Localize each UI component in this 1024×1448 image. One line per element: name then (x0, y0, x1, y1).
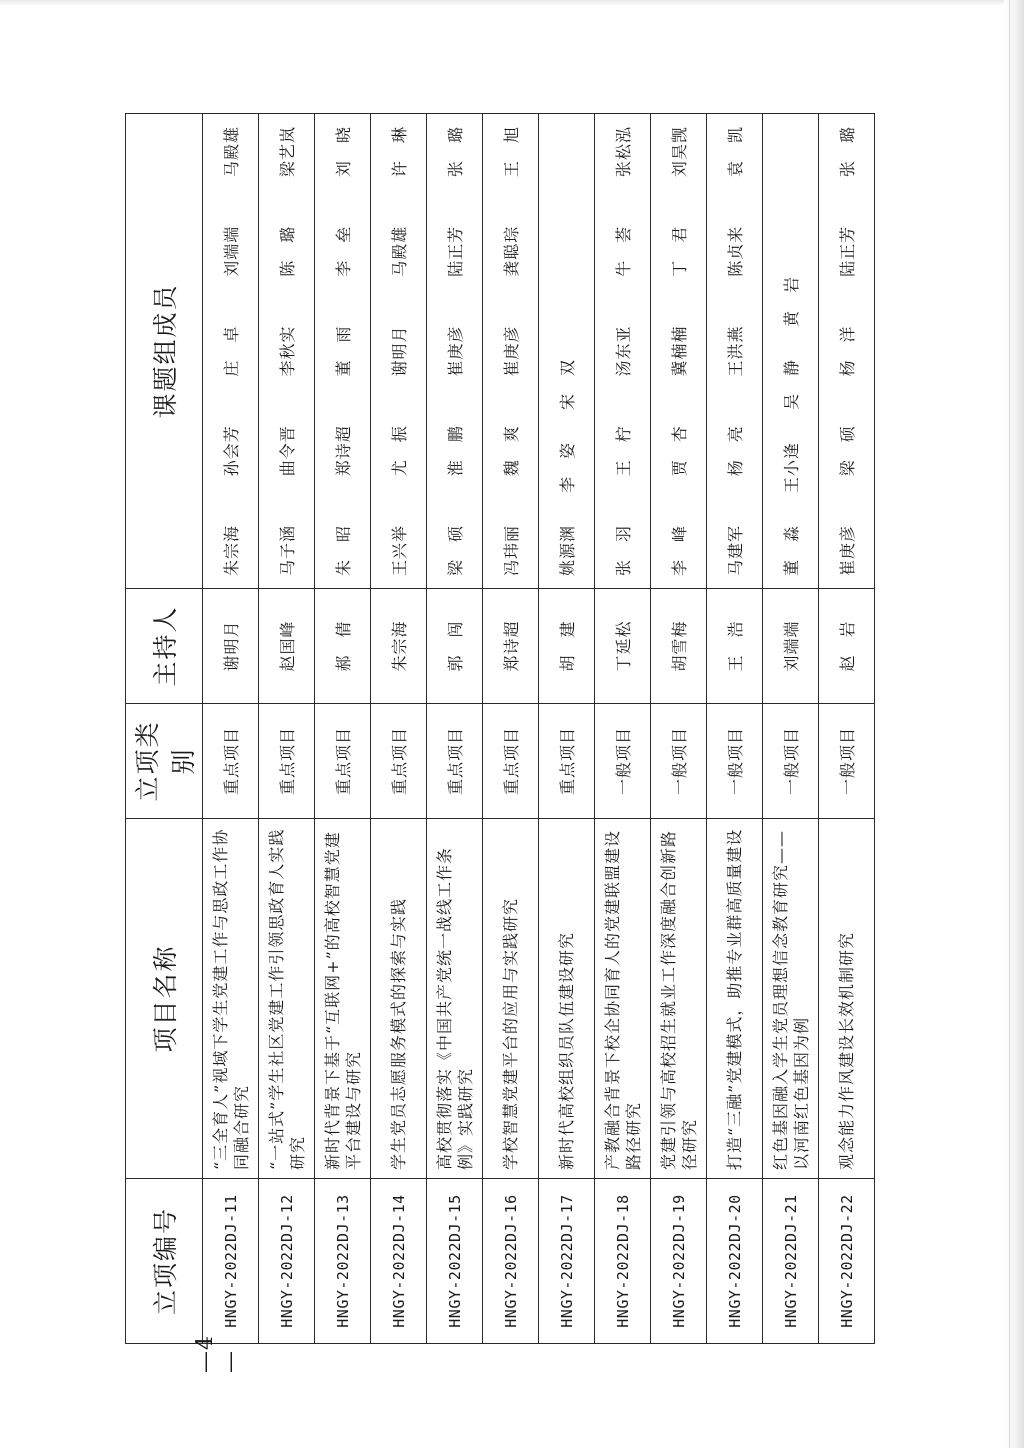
project-type-cell: 一般项目 (819, 704, 875, 819)
project-type-cell: 重点项目 (203, 704, 259, 819)
member-name: 淮 鹏 (446, 425, 465, 477)
table-row (483, 114, 539, 1344)
project-type-cell: 一般项目 (763, 704, 819, 819)
project-code-cell: HNGY-2022DJ-16 (483, 1179, 539, 1344)
project-name-cell: 新时代背景下基于“互联网+”的高校智慧党建平台建设与研究 (315, 819, 371, 1179)
project-name-cell: “一站式”学生社区党建工作引领思政育人实践研究 (259, 819, 315, 1179)
member-name: 李 垒 (334, 225, 353, 277)
project-members-cell (427, 114, 483, 589)
project-host-cell: 王 浩 (707, 589, 763, 704)
project-code-cell: HNGY-2022DJ-17 (539, 1179, 595, 1344)
project-name-cell: 学生党员志愿服务模式的探索与实践 (371, 819, 427, 1179)
member-name: 崔庚彦 (502, 325, 521, 377)
project-members-cell (315, 114, 371, 589)
member-name: 王小逢 (782, 441, 801, 493)
member-name: 王 旭 (502, 126, 521, 178)
member-name: 陈 璐 (278, 225, 297, 277)
member-name: 黄 岩 (782, 275, 801, 327)
member-name: 刘 晓 (334, 126, 353, 178)
member-name: 董 雨 (334, 325, 353, 377)
member-name: 陆正芳 (838, 225, 857, 277)
member-name: 马殿雄 (222, 126, 241, 178)
member-name: 姚源渊 (558, 524, 577, 576)
project-name-cell: 高校贯彻落实《中国共产党统一战线工作条例》实践研究 (427, 819, 483, 1179)
members-list (723, 122, 746, 580)
member-name: 张 璐 (446, 126, 465, 178)
project-host-cell: 朱宗海 (371, 589, 427, 704)
project-type-cell: 重点项目 (483, 704, 539, 819)
table-row (203, 114, 259, 1344)
project-host-cell: 郑诗超 (483, 589, 539, 704)
project-members-cell (595, 114, 651, 589)
member-name: 王兴举 (390, 524, 409, 576)
member-name: 梁 硕 (838, 425, 857, 477)
member-name: 张 璐 (838, 126, 857, 178)
scan-line-right (1009, 0, 1010, 1448)
project-members-cell (203, 114, 259, 589)
header-code: 立项编号 (126, 1179, 203, 1344)
project-type-cell: 一般项目 (595, 704, 651, 819)
member-name: 牛 荟 (614, 225, 633, 277)
header-type: 立项类别 (126, 704, 203, 819)
member-name: 冯玮丽 (502, 524, 521, 576)
members-list (555, 122, 578, 580)
table-row (651, 114, 707, 1344)
member-name: 李秋实 (278, 325, 297, 377)
member-name: 马殿雄 (390, 225, 409, 277)
member-name: 崔庚彦 (446, 325, 465, 377)
member-name: 谢明月 (390, 325, 409, 377)
member-name: 杨 亮 (726, 425, 745, 477)
members-list (835, 122, 858, 580)
table-row (259, 114, 315, 1344)
project-type-cell: 一般项目 (651, 704, 707, 819)
member-name: 龚聪琮 (502, 225, 521, 277)
project-code-cell: HNGY-2022DJ-14 (371, 1179, 427, 1344)
project-name-cell: 观念能力作风建设长效机制研究 (819, 819, 875, 1179)
member-name: 曲令晋 (278, 425, 297, 477)
member-name: 陈贞来 (726, 225, 745, 277)
member-name: 陆正芳 (446, 225, 465, 277)
table-row (707, 114, 763, 1344)
member-name: 魏 爽 (502, 425, 521, 477)
member-name: 王洪燕 (726, 325, 745, 377)
member-name: 贾 杏 (670, 425, 689, 477)
member-name: 朱宗海 (222, 524, 241, 576)
project-code-cell: HNGY-2022DJ-13 (315, 1179, 371, 1344)
member-name: 董 淼 (782, 524, 801, 576)
member-name: 梁艺岚 (278, 126, 297, 178)
project-members-cell (707, 114, 763, 589)
member-name: 梁 硕 (446, 524, 465, 576)
members-list (779, 122, 802, 580)
members-list (331, 122, 354, 580)
project-host-cell: 郭 闯 (427, 589, 483, 704)
header-name: 项目名称 (126, 819, 203, 1179)
project-name-cell: “三全育人”视域下学生党建工作与思政工作协同融合研究 (203, 819, 259, 1179)
project-table (125, 113, 875, 1344)
member-name: 马建军 (726, 524, 745, 576)
table-body (203, 114, 875, 1344)
member-name: 郑诗超 (334, 425, 353, 477)
project-members-cell (483, 114, 539, 589)
project-members-cell (371, 114, 427, 589)
members-list (499, 122, 522, 580)
member-name: 刘昊觊 (670, 126, 689, 178)
project-members-cell (819, 114, 875, 589)
project-code-cell: HNGY-2022DJ-15 (427, 1179, 483, 1344)
scan-edge-top (0, 0, 1024, 6)
members-list (219, 122, 242, 580)
project-host-cell: 刘端端 (763, 589, 819, 704)
project-type-cell: 重点项目 (539, 704, 595, 819)
project-host-cell: 赵国峰 (259, 589, 315, 704)
project-members-cell (651, 114, 707, 589)
project-host-cell: 赵 岩 (819, 589, 875, 704)
table-row (315, 114, 371, 1344)
members-list (387, 122, 410, 580)
project-code-cell: HNGY-2022DJ-18 (595, 1179, 651, 1344)
member-name: 汤东亚 (614, 325, 633, 377)
member-name: 马子涵 (278, 524, 297, 576)
project-code-cell: HNGY-2022DJ-11 (203, 1179, 259, 1344)
member-name: 袁 凯 (726, 126, 745, 178)
member-name: 李 峰 (670, 524, 689, 576)
project-members-cell (539, 114, 595, 589)
member-name: 朱 昭 (334, 524, 353, 576)
member-name: 崔庚彦 (838, 524, 857, 576)
member-name: 许 琳 (390, 126, 409, 178)
member-name: 张 羽 (614, 524, 633, 576)
project-type-cell: 重点项目 (315, 704, 371, 819)
member-name: 杨 洋 (838, 325, 857, 377)
scan-edge-right (1004, 0, 1024, 1448)
table-row (427, 114, 483, 1344)
table-row (763, 114, 819, 1344)
member-name: 丁 君 (670, 225, 689, 277)
project-code-cell: HNGY-2022DJ-21 (763, 1179, 819, 1344)
table-row (595, 114, 651, 1344)
project-host-cell: 胡雪梅 (651, 589, 707, 704)
project-host-cell: 谢明月 (203, 589, 259, 704)
table-row (371, 114, 427, 1344)
member-name: 吴 静 (782, 358, 801, 410)
project-host-cell: 丁延松 (595, 589, 651, 704)
member-name: 庄 卓 (222, 325, 241, 377)
page-number: —4— (193, 1335, 243, 1373)
project-host-cell: 郝 倩 (315, 589, 371, 704)
project-name-cell: 红色基因融入学生党员理想信念教育研究——以河南红色基因为例 (763, 819, 819, 1179)
member-name: 冀楠楠 (670, 325, 689, 377)
project-host-cell: 胡 建 (539, 589, 595, 704)
member-name: 王 柠 (614, 425, 633, 477)
header-members: 课题组成员 (126, 114, 203, 589)
project-name-cell: 产教融合背景下校企协同育人的党建联盟建设路径研究 (595, 819, 651, 1179)
member-name: 宋 双 (558, 358, 577, 410)
project-type-cell: 一般项目 (707, 704, 763, 819)
project-type-cell: 重点项目 (427, 704, 483, 819)
project-code-cell: HNGY-2022DJ-12 (259, 1179, 315, 1344)
project-members-cell (259, 114, 315, 589)
members-list (667, 122, 690, 580)
members-list (443, 122, 466, 580)
project-name-cell: 新时代高校组织员队伍建设研究 (539, 819, 595, 1179)
project-members-cell (763, 114, 819, 589)
members-list (611, 122, 634, 580)
rotated-table-wrapper (125, 114, 857, 1344)
project-code-cell: HNGY-2022DJ-22 (819, 1179, 875, 1344)
project-code-cell: HNGY-2022DJ-19 (651, 1179, 707, 1344)
member-name: 张松泓 (614, 126, 633, 178)
header-host: 主持人 (126, 589, 203, 704)
member-name: 李 姿 (558, 441, 577, 493)
table-row (819, 114, 875, 1344)
project-code-cell: HNGY-2022DJ-20 (707, 1179, 763, 1344)
member-name: 刘端端 (222, 225, 241, 277)
project-name-cell: 打造“三融”党建模式，助推专业群高质量建设 (707, 819, 763, 1179)
table-row (539, 114, 595, 1344)
table-header-row (126, 114, 203, 1344)
members-list (275, 122, 298, 580)
member-name: 尤 振 (390, 425, 409, 477)
project-name-cell: 学校智慧党建平台的应用与实践研究 (483, 819, 539, 1179)
project-type-cell: 重点项目 (371, 704, 427, 819)
member-name: 孙会芳 (222, 425, 241, 477)
project-name-cell: 党建引领与高校招生就业工作深度融合创新路径研究 (651, 819, 707, 1179)
project-type-cell: 重点项目 (259, 704, 315, 819)
